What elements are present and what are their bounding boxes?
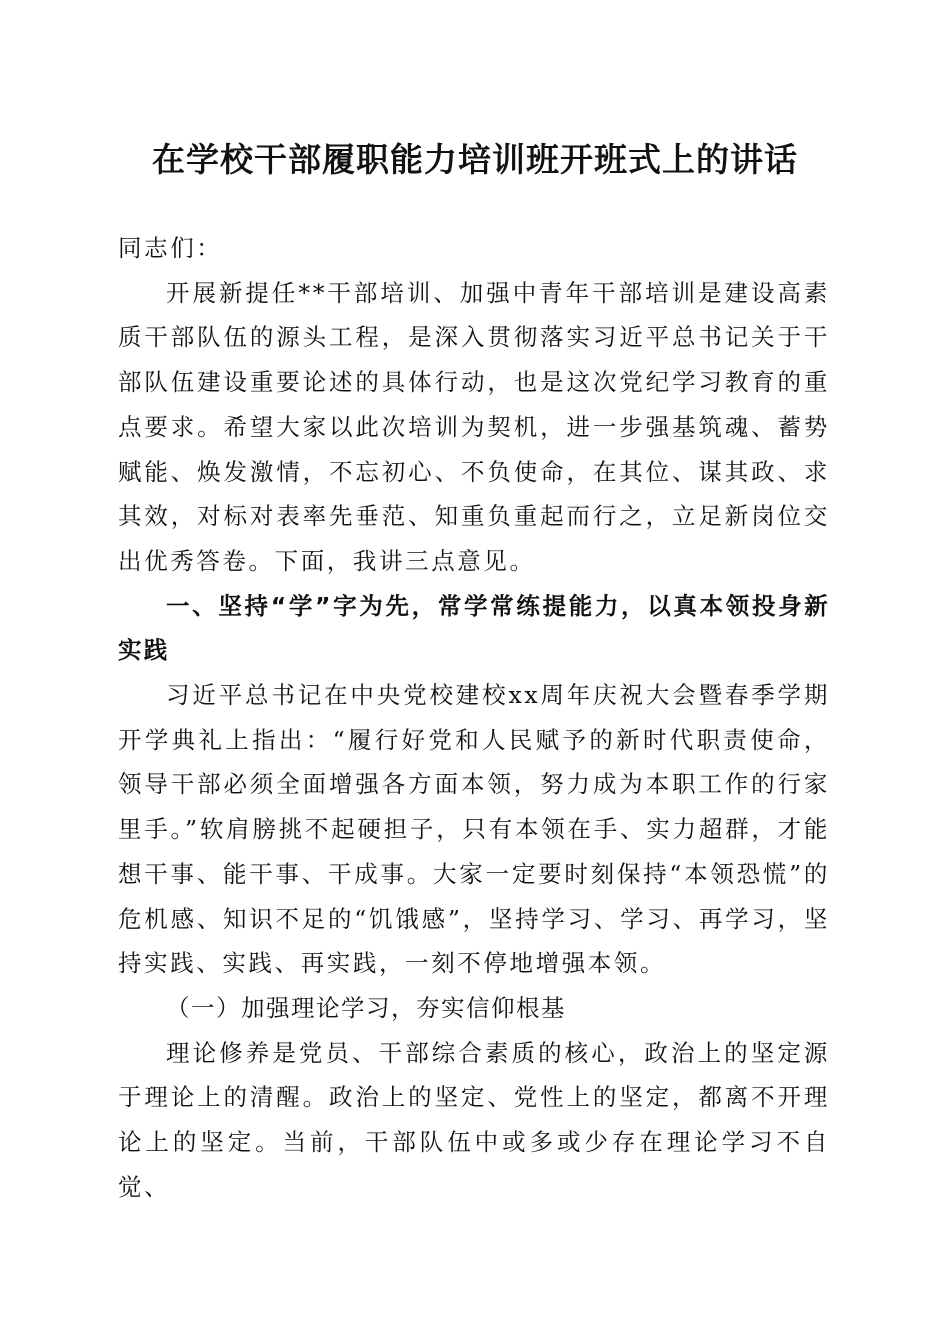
body-paragraph-2: 理论修养是党员、干部综合素质的核心，政治上的坚定源于理论上的清醒。政治上的坚定、党性上的坚定，都离不开理论上的坚定。当前，干部队伍中或多或少存在理论学习不自觉、 (118, 1038, 830, 1201)
salutation: 同志们： (118, 234, 223, 262)
section-heading-1: 一、坚持“学”字为先，常学常练提能力，以真本领投身新实践 (118, 591, 830, 665)
subsection-heading-1: （一）加强理论学习，夯实信仰根基 (166, 993, 566, 1022)
intro-paragraph: 开展新提任**干部培训、加强中青年干部培训是建设高素质干部队伍的源头工程，是深入贯彻落实习近平总书记关于干部队伍建设重要论述的具体行动，也是这次党纪学习教育的重点要求。希望大家以此次培训为契机，进一步强基筑魂、蓄势赋能、焕发激情，不忘初心、不负使命，在其位、谋其政、求其效，对标对表率先垂范、知重负重起而行之，立足新岗位交出优秀答卷。下面，我讲三点意见。 (118, 278, 830, 575)
document-body (118, 226, 830, 1209)
document-title: 在学校干部履职能力培训班开班式上的讲话 (152, 140, 798, 179)
body-paragraph-1: 习近平总书记在中央党校建校xx周年庆祝大会暨春季学期开学典礼上指出：“履行好党和人民赋予的新时代职责使命，领导干部必须全面增强各方面本领，努力成为本职工作的行家里手。”软肩膀挑不起硬担子，只有本领在手、实力超群，才能想干事、能干事、干成事。大家一定要时刻保持“本领恐慌”的危机感、知识不足的“饥饿感”，坚持学习、学习、再学习，坚持实践、实践、再实践，一刻不停地增强本领。 (118, 681, 830, 978)
